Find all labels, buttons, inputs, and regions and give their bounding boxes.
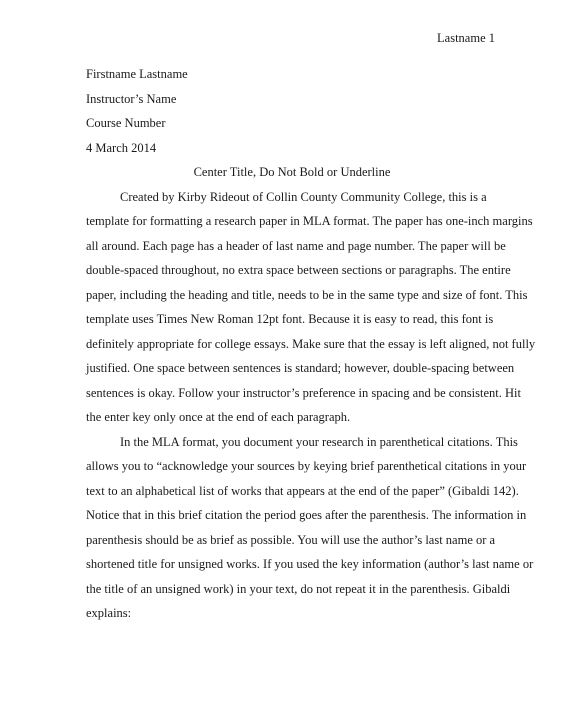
body-paragraph [86,430,534,626]
paper-title: Center Title, Do Not Bold or Underline [193,165,391,179]
paragraph-line: template for formatting a research paper in MLA format. The paper has one-inch margins [86,214,533,228]
paragraph-line: all around. Each page has a header of last name and page number. The paper will be [86,238,506,253]
paragraph-line: In the MLA format, you document your research in parenthetical citations. This [120,434,518,449]
paragraph-line: sentences is okay. Follow your instructor’s preference in spacing and be consistent. Hit [86,385,521,400]
instructor-name: Instructor’s Name [86,91,177,106]
paragraph-line: shortened title for unsigned works. If you used the key information (author’s last name or [86,557,534,571]
paragraph-line: parenthesis should be as brief as possible. You will use the author’s last name or a [86,532,496,547]
paragraph-line: explains: [86,606,132,620]
paragraph-line: Notice that in this brief citation the period goes after the parenthesis. The information in [86,508,527,522]
paragraph-line: allows you to “acknowledge your sources by keying brief parenthetical citations in your [86,459,527,473]
body-paragraph [86,185,536,430]
paragraph-line: paper, including the heading and title, needs to be in the same type and size of font. This [86,287,528,302]
course-number: Course Number [86,116,166,130]
running-head: Lastname 1 [437,31,495,45]
document-body [86,62,536,626]
paragraph-line: template uses Times New Roman 12pt font. Because it is easy to read, this font is [86,312,494,326]
paragraph-line: the enter key only once at the end of each paragraph. [86,410,351,424]
paragraph-line: definitely appropriate for college essays. Make sure that the essay is left aligned, not fully [86,336,536,351]
paragraph-line: the title of an unsigned work) in your text, do not repeat it in the parenthesis. Gibaldi [86,581,511,596]
student-name: Firstname Lastname [86,67,188,81]
paragraph-line: double-spaced throughout, no extra space between sections or paragraphs. The entire [86,263,511,277]
paragraph-line: justified. One space between sentences is standard; however, double-spacing between [86,361,515,375]
paragraph-line: text to an alphabetical list of works that appears at the end of the paper” (Gibaldi 142). [86,483,519,498]
paragraph-line: Created by Kirby Rideout of Collin County Community College, this is a [120,189,487,204]
paper-date: 4 March 2014 [86,140,157,155]
